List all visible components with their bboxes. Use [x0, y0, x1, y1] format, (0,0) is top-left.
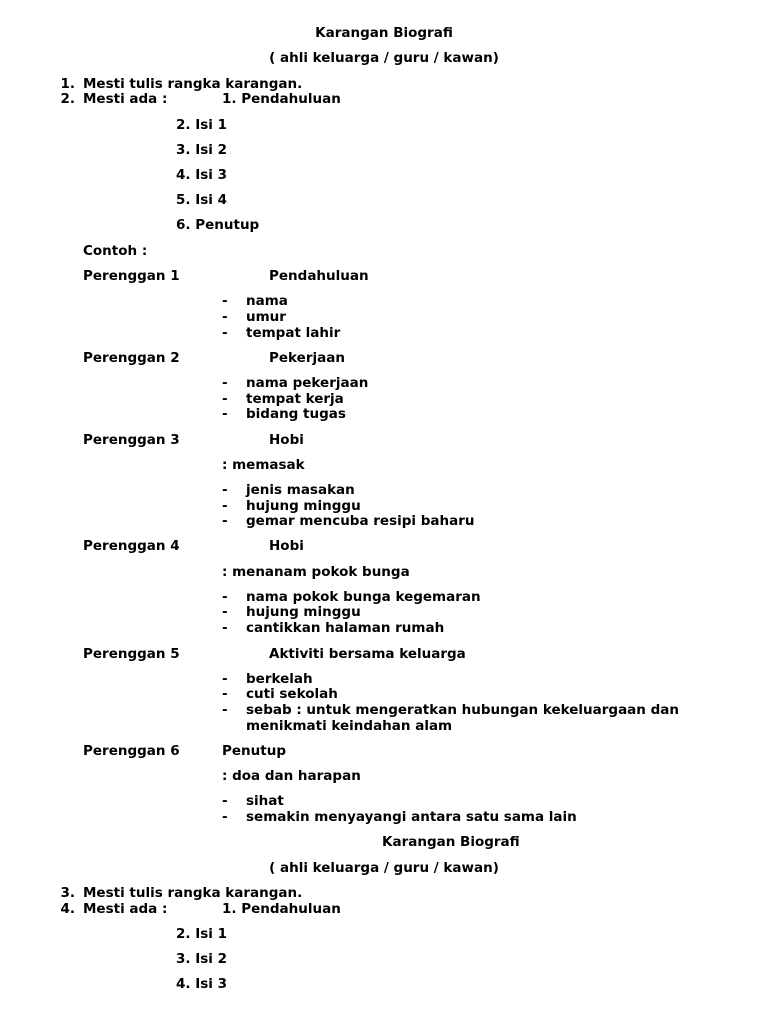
- outline-item: 5. Isi 4: [176, 192, 228, 208]
- paragraph-label: Perenggan 4: [83, 538, 180, 554]
- bullet-point: cuti sekolah: [246, 686, 338, 702]
- bullet-dash: -: [222, 604, 228, 620]
- paragraph-subtopic: : doa dan harapan: [222, 768, 361, 784]
- paragraph-subtopic: : menanam pokok bunga: [222, 564, 410, 580]
- rule-number: 2.: [60, 91, 75, 107]
- document-subtitle: ( ahli keluarga / guru / kawan): [269, 860, 499, 876]
- bullet-point: tempat kerja: [246, 391, 344, 407]
- outline-item: 3. Isi 2: [176, 142, 228, 158]
- paragraph-label: Perenggan 2: [83, 350, 180, 366]
- bullet-point: hujung minggu: [246, 604, 361, 620]
- outline-item: 4. Isi 3: [176, 976, 228, 992]
- bullet-dash: -: [222, 809, 228, 825]
- bullet-dash: -: [222, 309, 228, 325]
- document-title: Karangan Biografi: [315, 25, 453, 41]
- bullet-dash: -: [222, 482, 228, 498]
- paragraph-label: Perenggan 1: [83, 268, 180, 284]
- paragraph-topic: Penutup: [222, 743, 286, 759]
- bullet-point: umur: [246, 309, 286, 325]
- outline-item: 3. Isi 2: [176, 951, 228, 967]
- bullet-point: tempat lahir: [246, 325, 341, 341]
- bullet-point: cantikkan halaman rumah: [246, 620, 445, 636]
- outline-item: 1. Pendahuluan: [222, 91, 341, 107]
- outline-item: 2. Isi 1: [176, 117, 228, 133]
- outline-item: 2. Isi 1: [176, 926, 228, 942]
- bullet-point: semakin menyayangi antara satu sama lain: [246, 809, 577, 825]
- bullet-point: nama: [246, 293, 288, 309]
- rule-text: Mesti ada :: [83, 901, 168, 917]
- paragraph-topic: Hobi: [269, 538, 304, 554]
- bullet-dash: -: [222, 293, 228, 309]
- rule-number: 1.: [60, 76, 75, 92]
- outline-item: 4. Isi 3: [176, 167, 228, 183]
- bullet-point: hujung minggu: [246, 498, 361, 514]
- bullet-dash: -: [222, 793, 228, 809]
- paragraph-subtopic: : memasak: [222, 457, 305, 473]
- bullet-dash: -: [222, 589, 228, 605]
- paragraph-topic: Pekerjaan: [269, 350, 345, 366]
- bullet-dash: -: [222, 513, 228, 529]
- paragraph-topic: Pendahuluan: [269, 268, 369, 284]
- outline-item: 6. Penutup: [176, 217, 260, 233]
- bullet-dash: -: [222, 702, 228, 718]
- bullet-dash: -: [222, 498, 228, 514]
- rule-number: 4.: [60, 901, 75, 917]
- bullet-point: berkelah: [246, 671, 313, 687]
- bullet-point: sebab : untuk mengeratkan hubungan kekeluargaan dan: [246, 702, 679, 718]
- rule-number: 3.: [60, 885, 75, 901]
- bullet-point: nama pekerjaan: [246, 375, 369, 391]
- bullet-point: nama pokok bunga kegemaran: [246, 589, 481, 605]
- paragraph-topic: Aktiviti bersama keluarga: [269, 646, 466, 662]
- bullet-point: sihat: [246, 793, 284, 809]
- bullet-dash: -: [222, 620, 228, 636]
- bullet-dash: -: [222, 325, 228, 341]
- bullet-point-continuation: menikmati keindahan alam: [246, 718, 453, 734]
- bullet-dash: -: [222, 671, 228, 687]
- document-subtitle: ( ahli keluarga / guru / kawan): [269, 50, 499, 66]
- bullet-dash: -: [222, 686, 228, 702]
- bullet-point: jenis masakan: [246, 482, 355, 498]
- paragraph-label: Perenggan 3: [83, 432, 180, 448]
- bullet-dash: -: [222, 391, 228, 407]
- rule-text: Mesti tulis rangka karangan.: [83, 885, 303, 901]
- rule-text: Mesti ada :: [83, 91, 168, 107]
- rule-text: Mesti tulis rangka karangan.: [83, 76, 303, 92]
- bullet-point: bidang tugas: [246, 406, 346, 422]
- bullet-point: gemar mencuba resipi baharu: [246, 513, 475, 529]
- bullet-dash: -: [222, 406, 228, 422]
- paragraph-label: Perenggan 5: [83, 646, 180, 662]
- document-title: Karangan Biografi: [382, 834, 520, 850]
- example-heading: Contoh :: [83, 243, 148, 259]
- bullet-dash: -: [222, 375, 228, 391]
- paragraph-label: Perenggan 6: [83, 743, 180, 759]
- paragraph-topic: Hobi: [269, 432, 304, 448]
- outline-item: 1. Pendahuluan: [222, 901, 341, 917]
